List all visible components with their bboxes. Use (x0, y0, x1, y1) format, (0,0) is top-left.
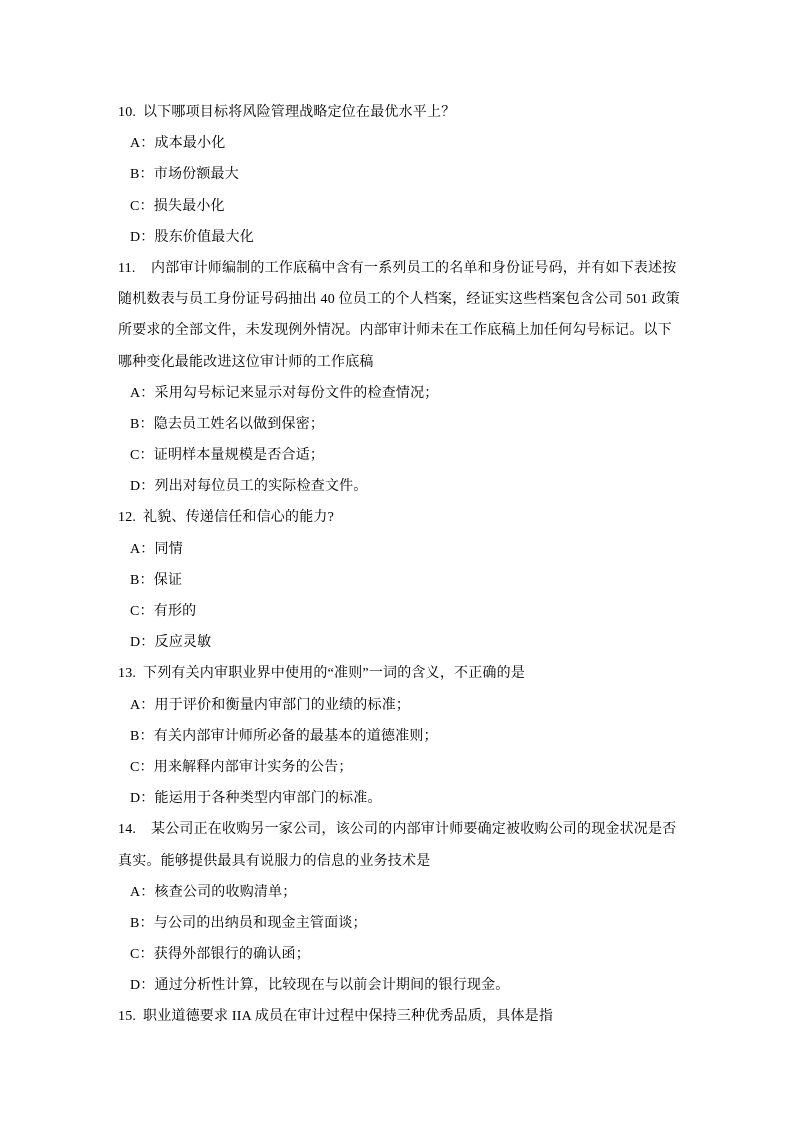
question-number: 14. (118, 822, 137, 838)
option-a: A：采用勾号标记来显示对每份文件的检查情况； (130, 385, 439, 401)
option-b: B：市场份额最大 (130, 167, 239, 183)
option-a: A：核查公司的收购清单； (130, 884, 297, 900)
question-stem-line (0, 814, 794, 845)
question-15 (0, 1001, 794, 1032)
option-d: D：能运用于各种类型内审部门的标准。 (130, 791, 382, 807)
option-b: B：有关内部审计师所必备的最基本的道德准则； (130, 728, 438, 744)
question-stem-line: 所要求的全部文件，未发现例外情况。内部审计师未在工作底稿上加任何勾号标记。以下 (118, 323, 672, 339)
question-12 (0, 502, 794, 658)
question-number: 13. (118, 666, 137, 682)
question-number: 10. (118, 105, 137, 120)
option-d: D：列出对每位员工的实际检查文件。 (130, 479, 368, 495)
question-stem-line (0, 97, 794, 128)
question-list (0, 97, 794, 1033)
option-a: A：同情 (130, 541, 183, 557)
question-stem-text: 职业道德要求 IIA 成员在审计过程中保持三种优秀品质，具体是指 (143, 1009, 554, 1025)
option-c: C：用来解释内部审计实务的公告； (130, 759, 353, 775)
option-b: B：保证 (130, 572, 183, 588)
option-c: C：证明样本量规模是否合适； (130, 448, 325, 464)
option-d: D：股东价值最大化 (130, 229, 254, 245)
question-10 (0, 97, 794, 253)
question-number: 11. (118, 260, 136, 276)
option-c: C：损失最小化 (130, 198, 225, 214)
question-stem-text: 以下哪项目标将风险管理战略定位在最优水平上？ (143, 105, 456, 120)
question-stem-line (0, 658, 794, 689)
question-stem-text: 某公司正在收购另一家公司，该公司的内部审计师要确定被收购公司的现金状况是否 (151, 822, 677, 838)
option-d: D：通过分析性计算，比较现在与以前会计期间的银行现金。 (130, 978, 510, 994)
question-number: 12. (118, 510, 137, 526)
option-a: A：用于评价和衡量内审部门的业绩的标准； (130, 697, 411, 713)
option-c: C：有形的 (130, 604, 197, 619)
question-13 (0, 658, 794, 814)
question-stem-line (0, 253, 794, 284)
option-d: D：反应灵敏 (130, 635, 212, 651)
question-stem-line (0, 502, 794, 533)
option-c: C：获得外部银行的确认函； (130, 947, 310, 963)
question-stem-text: 内部审计师编制的工作底稿中含有一系列员工的名单和身份证号码，并有如下表述按 (151, 260, 677, 276)
option-b: B：隐去员工姓名以做到保密； (130, 416, 325, 432)
question-stem-text: 下列有关内审职业界中使用的“准则”一词的含义，不正确的是 (143, 666, 526, 682)
question-number: 15. (118, 1009, 137, 1025)
question-stem-line: 随机数表与员工身份证号码抽出 40 位员工的个人档案，经证实这些档案包含公司 501 政策 (118, 292, 680, 308)
question-stem-line: 真实。能够提供最具有说服力的信息的业务技术是 (118, 853, 431, 869)
question-14 (0, 814, 794, 1001)
option-a: A：成本最小化 (130, 136, 226, 152)
option-b: B：与公司的出纳员和现金主管面谈； (130, 915, 367, 931)
question-stem-line (0, 1001, 794, 1032)
question-11 (0, 253, 794, 503)
question-stem-line: 哪种变化最能改进这位审计师的工作底稿 (118, 354, 374, 370)
question-stem-text: 礼貌、传递信任和信心的能力? (143, 510, 335, 526)
